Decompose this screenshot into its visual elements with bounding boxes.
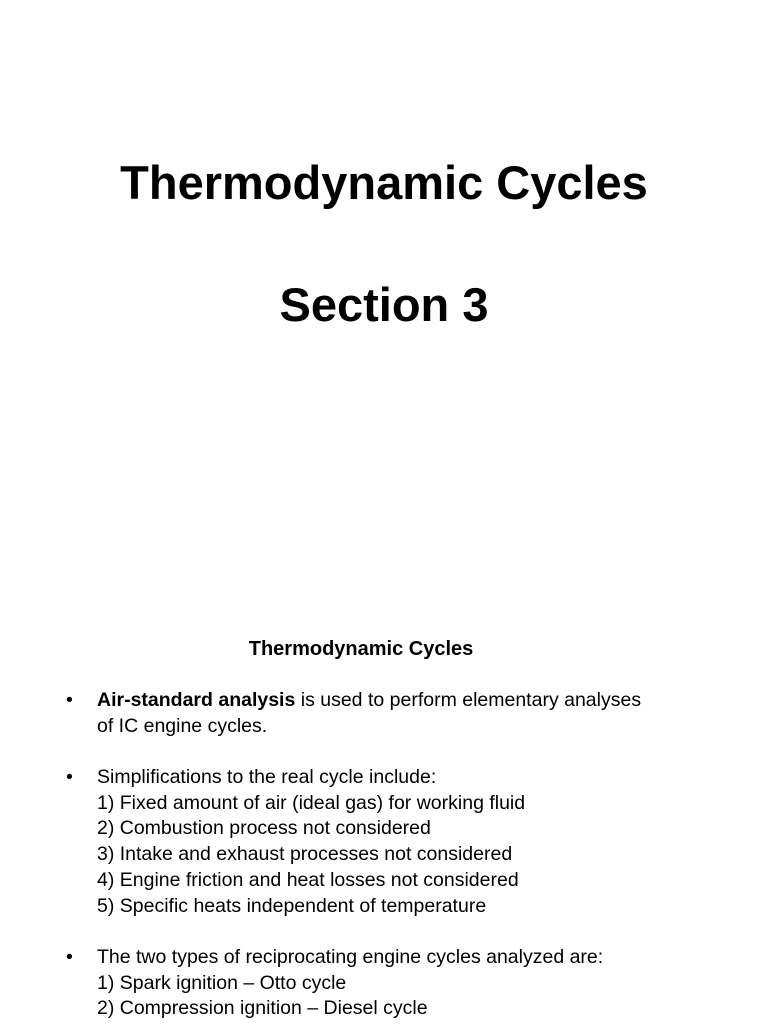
bullet-dot: •: [66, 946, 73, 968]
list-item: 5) Specific heats independent of temperature: [97, 894, 487, 917]
bullet-engine-cycles: [66, 945, 746, 1022]
list-item: 2) Compression ignition – Diesel cycle: [97, 997, 428, 1020]
bullet-dot: •: [66, 766, 73, 788]
bullet-air-standard: [66, 688, 746, 739]
bullet-line: of IC engine cycles.: [97, 714, 268, 737]
list-item: 4) Engine friction and heat losses not considered: [97, 868, 519, 891]
bullet-text: is used to perform elementary analyses: [295, 689, 642, 711]
bullet-intro: The two types of reciprocating engine cycles analyzed are:: [97, 946, 604, 968]
bullet-body: [97, 945, 746, 1022]
list-item: 3) Intake and exhaust processes not considered: [97, 843, 513, 866]
bullet-body: [97, 765, 746, 919]
bullet-body: [97, 688, 746, 739]
slide-title: Thermodynamic Cycles: [120, 156, 648, 209]
bullet-dot: •: [66, 689, 73, 711]
list-item: 2) Combustion process not considered: [97, 817, 431, 840]
slide-heading: Thermodynamic Cycles: [248, 638, 474, 660]
bullet-intro: Simplifications to the real cycle include:: [97, 766, 437, 788]
bullet-simplifications: [66, 765, 746, 919]
bullet-line: [97, 688, 746, 714]
list-item: 1) Spark ignition – Otto cycle: [97, 971, 347, 994]
section-title: Section 3: [279, 278, 489, 331]
bold-term: Air-standard analysis: [97, 689, 296, 711]
list-item: 1) Fixed amount of air (ideal gas) for working fluid: [97, 791, 526, 814]
